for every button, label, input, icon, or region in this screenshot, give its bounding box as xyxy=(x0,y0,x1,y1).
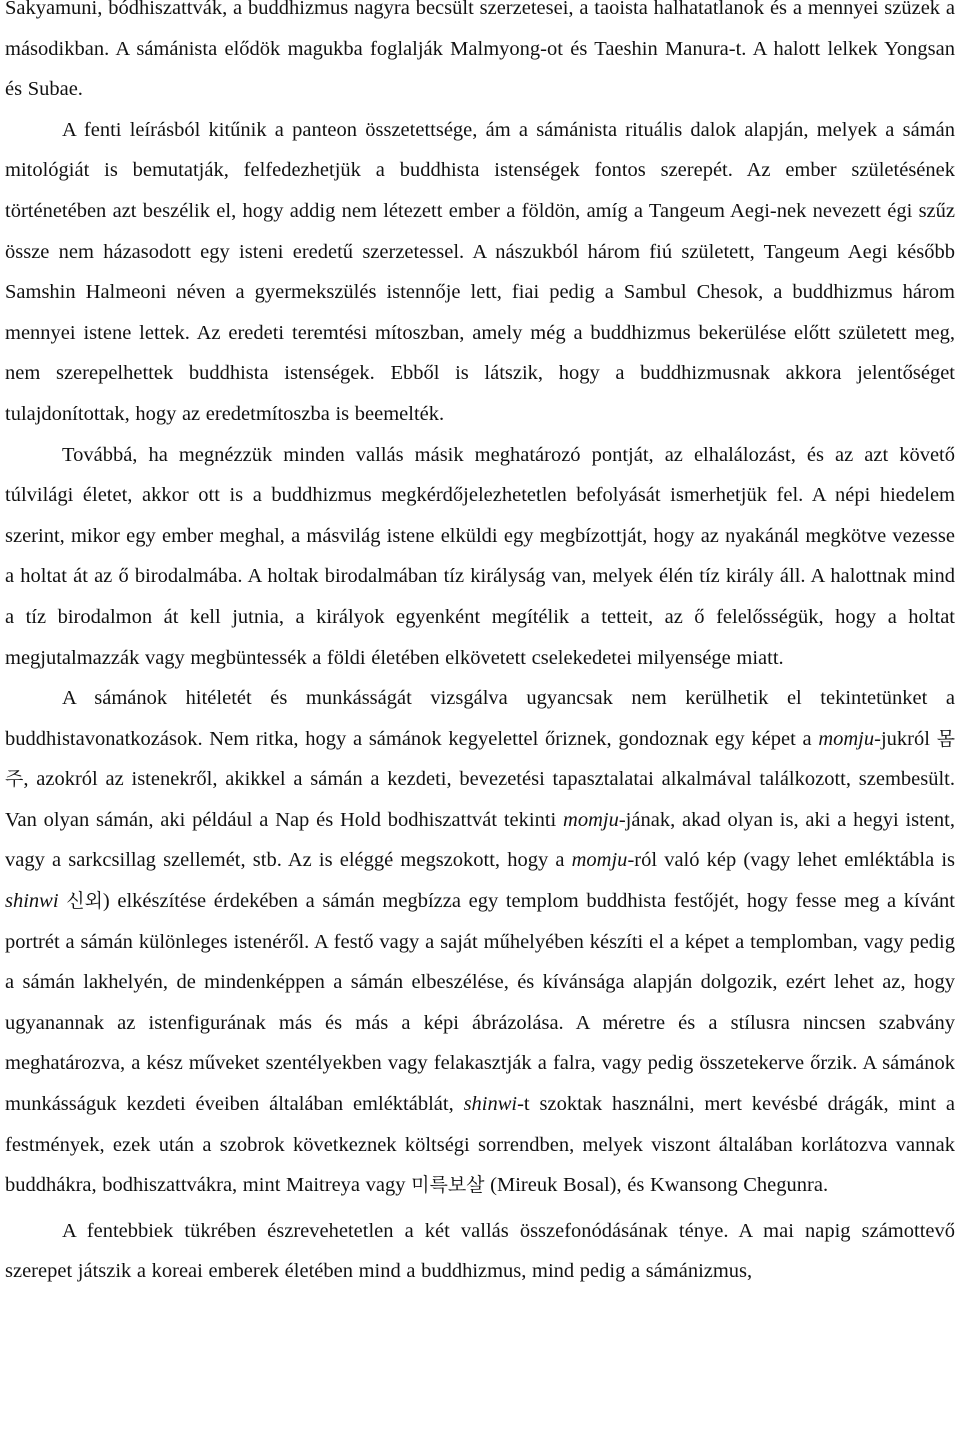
paragraph-text: -t szoktak használni, mert kevésbé drágák, mint a festmények, ezek után a szobrok következnek költségi sorrendben, melyek viszont általában korlátozva vannak buddhákra, bodhiszattvákra, mint Maitreya vagy xyxy=(5,1093,955,1197)
paragraph-afterlife xyxy=(5,435,955,679)
paragraph-text: -jukról xyxy=(874,727,937,750)
paragraph-text: (Mireuk Bosal), és Kwansong Chegunra. xyxy=(484,1174,829,1197)
korean-term: 몸주 xyxy=(5,727,956,791)
paragraph-text: A fentebbiek tükrében észrevehetetlen a két vallás összefonódásának ténye. A mai napig számottevő szerepet játszik a koreai emberek életében mind a buddhizmus, mind pedig a sámánizmus, xyxy=(5,1219,955,1283)
paragraph-text: Továbbá, ha megnézzük minden vallás másik meghatározó pontját, az elhalálozást, és az azt követő túlvilági életet, akkor ott is a buddhizmus megkérdőjelezhetetlen befolyását ismerhetjük fel. A népi hiedelem szerint, mikor egy ember meghal, a másvilág istene elküldi egy megbízottját, hogy az nyakánál megkötve vezesse a holtat át az ő birodalmába. A holtak birodalmában tíz királyság van, melyek élén tíz király áll. A halottnak mind a tíz birodalmon át kell jutnia, a királyok egyenként megítélik a tetteit, az ő felelősségük, hogy a holtat megjutalmazzák vagy megbüntessék a földi életében elkövetett cselekedetei milyensége miatt. xyxy=(5,443,955,669)
term-shinwi: shinwi xyxy=(463,1093,518,1116)
term-momju: momju xyxy=(571,849,628,872)
paragraph-text: ) elkészítése érdekében a sámán megbízza egy templom buddhista festőjét, hogy fesse meg a kívánt portrét a sámán különleges istenéről. A festő vagy a saját műhelyében készíti el a képet a templomban, vagy pedig a sámán lakhelyén, de mindenképpen a sámán elbeszélése, és kívánsága alapján dolgozik, ezért lehet az, hogy ugyanannak az istenfigurának más és más a képi ábrázolása. A méretre és a stílusra nincsen szabvány meghatározva, a kész műveket szentélyekben vagy felakasztják a falra, vagy pedig összetekerve őrzik. A sámánok munkásságuk kezdeti éveiben általában emléktáblát, xyxy=(5,890,955,1116)
term-momju: momju xyxy=(818,727,875,750)
paragraph-text: -jának, akad olyan is, aki a hegyi istent, vagy a sarkcsillag szellemét, stb. Az is eléggé megszokott, hogy a xyxy=(5,808,955,872)
paragraph-intro xyxy=(5,0,955,110)
paragraph-text: A sámánok hitéletét és munkásságát vizsgálva ugyancsak nem kerülhetik el tekintetünket a buddhistavonatkozások. Nem ritka, hogy a sámánok kegyelettel őriznek, gondoznak egy képet a xyxy=(5,687,955,750)
korean-term: 신외 xyxy=(66,890,103,913)
document-page xyxy=(5,0,955,1292)
paragraph-text: A fenti leírásból kitűnik a panteon összetettsége, ám a sámánista rituális dalok alapján, melyek a sámán mitológiát is bemutatják, felfedezhetjük a buddhista istenségek fontos szerepét. Az ember születésének történetében azt beszélik el, hogy addig nem létezett ember a földön, amíg a Tangeum Aegi-nek nevezett égi szűz össze nem házasodott egy isteni eredetű szerzetessel. A nászukból három fiú született, Tangeum Aegi később Samshin Halmeoni néven a gyermekszülés istennője lett, fiai pedig a Sambul Chesok, a buddhizmus három mennyei istene lettek. Az eredeti teremtési mítoszban, amely még a buddhizmus bekerülése előtt született meg, nem szerepelhettek buddhista istenségek. Ebből is látszik, hogy a buddhizmusnak akkora jelentőséget tulajdonítottak, hogy az eredetmítoszba is beemelték. xyxy=(5,118,955,425)
paragraph-birth-myth xyxy=(5,110,955,435)
paragraph-shamans xyxy=(5,678,955,1206)
paragraph-text: , azokról az istenekről, akikkel a sámán a kezdeti, bevezetési tapasztalatai alkalmával találkozott, szembesült. Van olyan sámán, aki például a Nap és Hold bodhiszattvát tekinti xyxy=(5,768,955,831)
paragraph-text: Sakyamuni, bódhiszattvák, a buddhizmus nagyra becsült szerzetesei, a taoista halhatatlanok és a mennyei szüzek a másodikban. A sámánista elődök magukba foglalják Malmyong-ot és Taeshin Manura-t. A halott lelkek Yongsan és Subae. xyxy=(5,0,955,101)
korean-term: 미륵보살 xyxy=(411,1174,485,1197)
term-momju: momju xyxy=(563,808,619,831)
paragraph-conclusion xyxy=(5,1211,955,1292)
paragraph-text: -ról való kép (vagy lehet emléktábla is xyxy=(627,849,955,872)
term-shinwi: shinwi xyxy=(5,890,59,913)
